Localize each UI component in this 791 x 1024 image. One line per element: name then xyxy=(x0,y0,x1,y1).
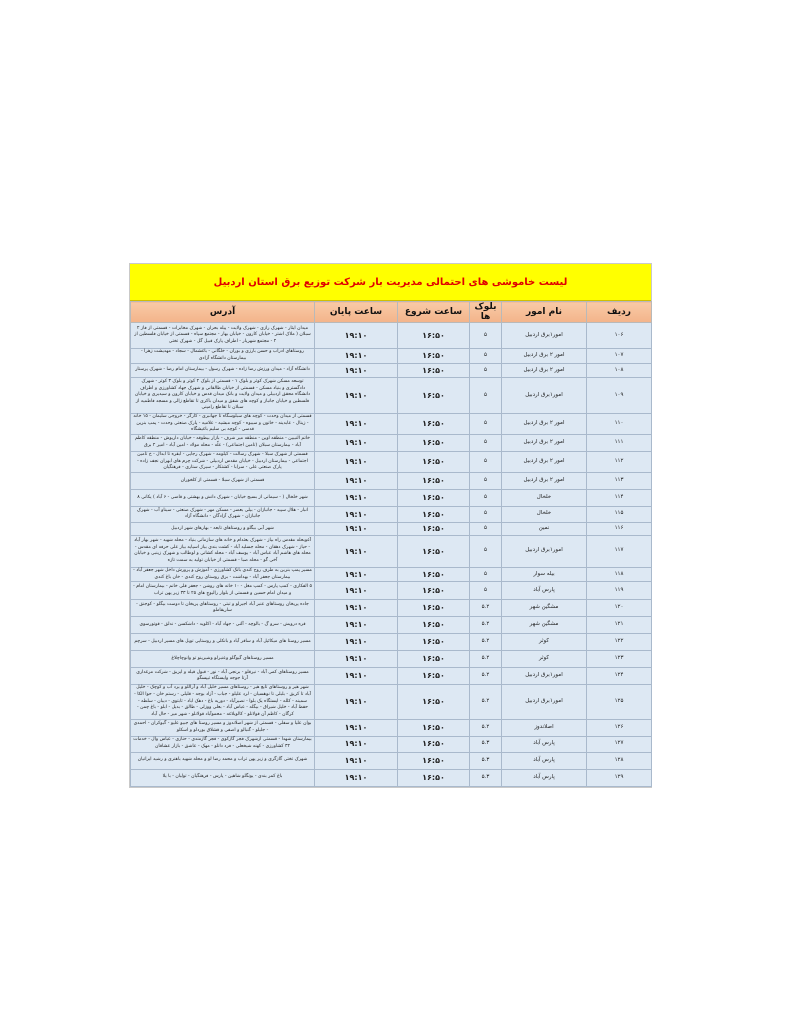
end-time-cell: ۱۹:۱۰ xyxy=(315,434,398,451)
area-name-cell: امور ۲ برق اردبیل xyxy=(502,414,587,435)
start-time-cell: ۱۶:۵۰ xyxy=(398,617,470,634)
blocks-cell: ۵.۲ xyxy=(470,600,502,617)
end-time-cell: ۱۹:۱۰ xyxy=(315,600,398,617)
row-number-cell: ۱۱۱ xyxy=(587,434,652,451)
start-time-cell: ۱۶:۵۰ xyxy=(398,378,470,414)
end-time-cell: ۱۹:۱۰ xyxy=(315,769,398,786)
col-header-start-time: ساعت شروع xyxy=(398,302,470,323)
row-number-cell: ۱۱۴ xyxy=(587,489,652,506)
row-number-cell: ۱۱۷ xyxy=(587,535,652,567)
end-time-cell: ۱۹:۱۰ xyxy=(315,752,398,769)
table-row xyxy=(131,434,652,451)
row-number-cell: ۱۱۹ xyxy=(587,582,652,600)
table-row xyxy=(131,567,652,581)
col-header-area: نام امور xyxy=(502,302,587,323)
address-cell: قره درویش - سرو گ - بالوچه - آلنی - جهاد آباد - اکلوید - داشکسن - ندلق - قوتورسوی xyxy=(131,617,315,634)
start-time-cell: ۱۶:۵۰ xyxy=(398,769,470,786)
area-name-cell: امور ۲ برق اردبیل xyxy=(502,349,587,364)
table-row xyxy=(131,769,652,786)
blocks-cell: ۵ xyxy=(470,434,502,451)
row-number-cell: ۱۱۶ xyxy=(587,522,652,535)
start-time-cell: ۱۶:۵۰ xyxy=(398,349,470,364)
blocks-cell: ۵ xyxy=(470,522,502,535)
blocks-cell: ۵ xyxy=(470,414,502,435)
blocks-cell: ۵.۲ xyxy=(470,685,502,719)
title-bar xyxy=(130,264,651,301)
blocks-cell: ۵ xyxy=(470,567,502,581)
start-time-cell: ۱۶:۵۰ xyxy=(398,472,470,489)
row-number-cell: ۱۲۲ xyxy=(587,634,652,651)
row-number-cell: ۱۱۵ xyxy=(587,506,652,522)
table-row xyxy=(131,668,652,685)
area-name-cell: کوثر xyxy=(502,634,587,651)
start-time-cell: ۱۶:۵۰ xyxy=(398,522,470,535)
start-time-cell: ۱۶:۵۰ xyxy=(398,668,470,685)
blocks-cell: ۵ xyxy=(470,451,502,472)
address-cell: شهر آبی بیگلو و روستاهای تابعه - بهارهای شهر اردبیل xyxy=(131,522,315,535)
area-name-cell: امور۱برق اردبیل xyxy=(502,323,587,349)
blocks-cell: ۵.۲ xyxy=(470,617,502,634)
end-time-cell: ۱۹:۱۰ xyxy=(315,668,398,685)
table-row xyxy=(131,323,652,349)
area-name-cell: پارس آباد xyxy=(502,582,587,600)
end-time-cell: ۱۹:۱۰ xyxy=(315,522,398,535)
area-name-cell: پارس آباد xyxy=(502,769,587,786)
start-time-cell: ۱۶:۵۰ xyxy=(398,600,470,617)
table-row xyxy=(131,651,652,668)
area-name-cell: مشگین شهر xyxy=(502,600,587,617)
address-cell: مسیر روستاهای گیوگلو وعنبرلو وشیرینو تو وانوچاچلاغ xyxy=(131,651,315,668)
row-number-cell: ۱۰۷ xyxy=(587,349,652,364)
area-name-cell: امور۱برق اردبیل xyxy=(502,685,587,719)
area-name-cell: امور ۲ برق اردبیل xyxy=(502,364,587,378)
start-time-cell: ۱۶:۵۰ xyxy=(398,323,470,349)
blocks-cell: ۵.۲ xyxy=(470,668,502,685)
end-time-cell: ۱۹:۱۰ xyxy=(315,506,398,522)
blocks-cell: ۵ xyxy=(470,489,502,506)
end-time-cell: ۱۹:۱۰ xyxy=(315,582,398,600)
row-number-cell: ۱۲۰ xyxy=(587,600,652,617)
start-time-cell: ۱۶:۵۰ xyxy=(398,685,470,719)
blocks-cell: ۵ xyxy=(470,472,502,489)
table-row xyxy=(131,349,652,364)
end-time-cell: ۱۹:۱۰ xyxy=(315,472,398,489)
address-cell: باغ کمر بندی - یونگلو شاهین - پارس - فرهنگیان - تولیان - با یلا xyxy=(131,769,315,786)
address-cell: انبار - هلال سپید - جانبازان - بیلی بعضر - مسکن مهر - شهرک صنعتی - سیناو آب - شهرک جانبازان - شهرک آزادگان - دانشگاه آزاد xyxy=(131,506,315,522)
row-number-cell: ۱۲۳ xyxy=(587,651,652,668)
table-row xyxy=(131,752,652,769)
table-header-row xyxy=(131,302,652,323)
blocks-cell: ۵ xyxy=(470,378,502,414)
address-cell: شهرک تختی گازگری و زیر پهن تراب و محمد رضا لو و محله شهید باهنری و رشید ایرانیان xyxy=(131,752,315,769)
start-time-cell: ۱۶:۵۰ xyxy=(398,506,470,522)
col-header-end-time: ساعت پایان xyxy=(315,302,398,323)
row-number-cell: ۱۰۸ xyxy=(587,364,652,378)
blocks-cell: ۵ xyxy=(470,506,502,522)
start-time-cell: ۱۶:۵۰ xyxy=(398,719,470,736)
table-row xyxy=(131,582,652,600)
area-name-cell: امور ۲ برق اردبیل xyxy=(502,434,587,451)
address-cell: قسمتی از میدان وحدت - کوچه های سبلوسگاه تا جهانبری - کارگر - خروجی سلیمان - ۱۵ خانه - زینال - عابدینه - خاتون و سیبوه - کوچه مبشیه - علامیه - پارک صنعتی وحدت - پمپ بنزین قدسی - کوچه بی سلیم باغیشگاه xyxy=(131,414,315,435)
table-row xyxy=(131,522,652,535)
blocks-cell: ۵ xyxy=(470,535,502,567)
row-number-cell: ۱۲۵ xyxy=(587,685,652,719)
end-time-cell: ۱۹:۱۰ xyxy=(315,414,398,435)
start-time-cell: ۱۶:۵۰ xyxy=(398,567,470,581)
col-header-blocks: بلوک ها xyxy=(470,302,502,323)
address-cell: ۵ الفکاری - کمپ پارس - کمپ مغل - ۱۰ خانه های روشن - جعفر قلی خانم - بیمارستان امام - و میدان امام حسین و قسمتی از بلوار رالیوچ های ۲۵ تا ۳۳ زیر پهن تراب xyxy=(131,582,315,600)
end-time-cell: ۱۹:۱۰ xyxy=(315,719,398,736)
area-name-cell: کوثر xyxy=(502,651,587,668)
table-row xyxy=(131,378,652,414)
row-number-cell: ۱۲۸ xyxy=(587,752,652,769)
area-name-cell: اصلاندوز xyxy=(502,719,587,736)
area-name-cell: نمین xyxy=(502,522,587,535)
area-name-cell: امور ۲ برق اردبیل xyxy=(502,451,587,472)
table-row xyxy=(131,600,652,617)
table-body xyxy=(131,323,652,787)
area-name-cell: امور ۲ برق اردبیل xyxy=(502,472,587,489)
end-time-cell: ۱۹:۱۰ xyxy=(315,349,398,364)
area-name-cell: خلخال xyxy=(502,489,587,506)
row-number-cell: ۱۲۴ xyxy=(587,668,652,685)
address-cell: روستاهای ادراب و حسن بارزی و بوران - خلگانی - باغشمال - سجاد - مهدیشت زهرا - بیمارستان دانشگاه آزادی xyxy=(131,349,315,364)
start-time-cell: ۱۶:۵۰ xyxy=(398,414,470,435)
table-row xyxy=(131,364,652,378)
start-time-cell: ۱۶:۵۰ xyxy=(398,535,470,567)
end-time-cell: ۱۹:۱۰ xyxy=(315,451,398,472)
start-time-cell: ۱۶:۵۰ xyxy=(398,736,470,752)
end-time-cell: ۱۹:۱۰ xyxy=(315,364,398,378)
outage-table xyxy=(130,301,652,787)
table-row xyxy=(131,472,652,489)
table-row xyxy=(131,506,652,522)
table-row xyxy=(131,451,652,472)
sheet-title: لیست خاموشی های احتمالی مدیریت بار شرکت توزیع برق استان اردبیل xyxy=(213,276,568,288)
address-cell: شهر هیر و روستاهای تابع هیر - روستاهای مسیر خلیل آباد و آراللو و یزد آب و کوچک - خلیل آباد تا کریق - بلبلی تا نوهسیان - لرد عليلو - جباب - آزاد بوجه - قلیلی - رستم خان - حوا الکا - سمینه - کلله - ایستگاه یک بلوا - نصیرآباد - دوریه باغ - دهک اباد - ثابتوی - دیبان - سلطه - حفظ آباد - خلیل شیراق - بیگله - عباس آباد - بعلی ووزلی - طالق - بدیل - ابلو - باغ چمن - کرگان - کاظم آن قولانلو - کالوبلاغه - محموآباد قولانلو - شهر میر - حال آباد xyxy=(131,685,315,719)
area-name-cell: امور۱برق اردبیل xyxy=(502,378,587,414)
row-number-cell: ۱۲۶ xyxy=(587,719,652,736)
col-header-address: آدرس xyxy=(131,302,315,323)
table-row xyxy=(131,617,652,634)
area-name-cell: پارس آباد xyxy=(502,752,587,769)
address-cell: دانشگاه آزاد - میدان ورزش رضا زاده - شهرک رسول - بیمارستان امام رضا - شهرک پرستار xyxy=(131,364,315,378)
blocks-cell: ۵.۳ xyxy=(470,752,502,769)
col-header-row-number: ردیف xyxy=(587,302,652,323)
area-name-cell: پارس آباد xyxy=(502,736,587,752)
address-cell: مسیر پمپ بنزین به طرف روح کندی بانک کشاورزی - آموزش و پرورش داخل شهر جعفر آباد - بیمارستان جعفر آباد - بهداشت - برق روستای روح کندی - خان باغ کندی xyxy=(131,567,315,581)
start-time-cell: ۱۶:۵۰ xyxy=(398,634,470,651)
address-cell: قسمتی از شهرک سبلا - قسمتی از کلخوران xyxy=(131,472,315,489)
start-time-cell: ۱۶:۵۰ xyxy=(398,582,470,600)
area-name-cell: مشگین شهر xyxy=(502,617,587,634)
address-cell: بیمارستان شهدا - قسمتی ازشهرک فجر گازکوی - فجر گازمندی - حنازی - عباس وال - خدمات ۳۲ کشاورزی - کهنه شیخعلی - فرد دانلو - مهک - عاشق - بازار عشاقان xyxy=(131,736,315,752)
end-time-cell: ۱۹:۱۰ xyxy=(315,378,398,414)
address-cell: مسیر روستاهای کمی آباد - نیرقلو - برنجی آباد - نور - قبول قیله و ایزیق - شرکت مرغداری آرتا جوجه وایستگاه تیپسگو xyxy=(131,668,315,685)
blocks-cell: ۵.۲ xyxy=(470,634,502,651)
blocks-cell: ۵.۳ xyxy=(470,769,502,786)
blocks-cell: ۵ xyxy=(470,349,502,364)
address-cell: مسیر روستا های میکائیل آباد و ساقر آباد و بانکلی و روستایی توپل های مسیر اردبیل - سرچم xyxy=(131,634,315,651)
blocks-cell: ۵ xyxy=(470,364,502,378)
row-number-cell: ۱۱۰ xyxy=(587,414,652,435)
blocks-cell: ۵.۳ xyxy=(470,736,502,752)
address-cell: بوان علیا و سفلی - قسمتی از شهر اصلاندوز و مسیر روستا های جبیو علیو - گیوکران - احمدی - جلیلو - گنبالو و اصفی و قشلاق بوردلو و اسکلو xyxy=(131,719,315,736)
address-cell: خاتم النبیین - منطقه اوین - منطقه میر شرف - بازار بیطوقه - خیابان داریوش - منطقه کاظم آباد - بیمارستان سبلان (تامین اجتماعی) - علّه - محله مولاد - امین آباد - امیر ۲ برق xyxy=(131,434,315,451)
end-time-cell: ۱۹:۱۰ xyxy=(315,323,398,349)
row-number-cell: ۱۰۹ xyxy=(587,378,652,414)
table-row xyxy=(131,685,652,719)
address-cell: میدان ایثار - شهرک رازی - شهرک ولایت - پیله بحران - شهرک مخابرات - قسمتی از فاز ۲ سبلان ( ملاک اشتر - خیابان کارون - خیابان بهار - مجتمع سپاه - قسمتی از خیابان فلسطین از ۲ - مجتمع شهریار - اطراف پارک قبیل گل - شهرک تختی xyxy=(131,323,315,349)
end-time-cell: ۱۹:۱۰ xyxy=(315,535,398,567)
table-row xyxy=(131,634,652,651)
row-number-cell: ۱۲۱ xyxy=(587,617,652,634)
area-name-cell: بیله سوار xyxy=(502,567,587,581)
area-name-cell: امور۱برق اردبیل xyxy=(502,535,587,567)
start-time-cell: ۱۶:۵۰ xyxy=(398,434,470,451)
table-row xyxy=(131,736,652,752)
end-time-cell: ۱۹:۱۰ xyxy=(315,489,398,506)
row-number-cell: ۱۲۹ xyxy=(587,769,652,786)
end-time-cell: ۱۹:۱۰ xyxy=(315,634,398,651)
row-number-cell: ۱۱۳ xyxy=(587,472,652,489)
address-cell: قسمتی از شهرک سبلا - شهرک رسالت - کیلومه - شهرک رجایی - ابقره تا ابدال - خ تامین اجتماعی - بیمارستان اردبیل - خیابان مقدس اردبیلی - شرکت چرم های ابهران نجف زاده - پارک صنعتی علی - سرابا - کشتکار - سیرک ستاری - فرهنگیان xyxy=(131,451,315,472)
area-name-cell: خلخال xyxy=(502,506,587,522)
start-time-cell: ۱۶:۵۰ xyxy=(398,364,470,378)
blocks-cell: ۵ xyxy=(470,582,502,600)
table-row xyxy=(131,414,652,435)
end-time-cell: ۱۹:۱۰ xyxy=(315,567,398,581)
start-time-cell: ۱۶:۵۰ xyxy=(398,752,470,769)
row-number-cell: ۱۱۲ xyxy=(587,451,652,472)
address-cell: آغوبحله مقدس راه بیاز - شهرک بعثدام و خانه های سازمانی بنیاد - محله شهید - شهر بهار آباد - حیاز - شهرک دهقان - محله جسلید آباد - کشت بندی بیاز اسپایه بیاز علی حرفه ای مقدس - محله های هاشم آباد عباس آباد - یوسف آباد - محله کشانی و لوطالب و شهرک زینبی و خیابان آخی گو - محله صبا - قسمتی از خیابان تولید به سمت تازه xyxy=(131,535,315,567)
end-time-cell: ۱۹:۱۰ xyxy=(315,736,398,752)
start-time-cell: ۱۶:۵۰ xyxy=(398,651,470,668)
start-time-cell: ۱۶:۵۰ xyxy=(398,489,470,506)
row-number-cell: ۱۱۸ xyxy=(587,567,652,581)
table-row xyxy=(131,719,652,736)
address-cell: شهر خلخال ( - سیمانی از بسیج خیابان - شهرک دانش و بهشتی و قاضی - ۶ آباد ) یکانی ۸ xyxy=(131,489,315,506)
address-cell: توسعه مسکن شهرک کوثر و بلوک ۱ - قسمتی از بلوک ۲ کوثر و بلوک ۳ کوثر - شهرک دادگستری و بنیاد مسکن - قسمتی از خیابان طالقانی و شهرک جهاد کشاورزی و اطراف دانشگاه محقق اردبیلی و میدان ولایت و بانک میدان قدس و خیابان کارون و سیدیری و خیابان فلسطین و خیابان جانباز و کوچه های شفق و میدان باکری تا تقاطع زالی و مسجد فاطمیه از سبلان تا تقاطع رامپنی xyxy=(131,378,315,414)
blocks-cell: ۵.۲ xyxy=(470,719,502,736)
end-time-cell: ۱۹:۱۰ xyxy=(315,617,398,634)
start-time-cell: ۱۶:۵۰ xyxy=(398,451,470,472)
row-number-cell: ۱۰۶ xyxy=(587,323,652,349)
end-time-cell: ۱۹:۱۰ xyxy=(315,685,398,719)
row-number-cell: ۱۲۷ xyxy=(587,736,652,752)
end-time-cell: ۱۹:۱۰ xyxy=(315,651,398,668)
blocks-cell: ۵.۲ xyxy=(470,651,502,668)
area-name-cell: امور۱برق اردبیل xyxy=(502,668,587,685)
table-row xyxy=(131,489,652,506)
table-row xyxy=(131,535,652,567)
address-cell: جاده پریخان روستاهای عنبر آباد اجیرلو و تبتی - روستاهای پریخان تا دوست بیگلو - کوجنق - ساریقاملو xyxy=(131,600,315,617)
blocks-cell: ۵ xyxy=(470,323,502,349)
outage-sheet xyxy=(129,263,652,788)
